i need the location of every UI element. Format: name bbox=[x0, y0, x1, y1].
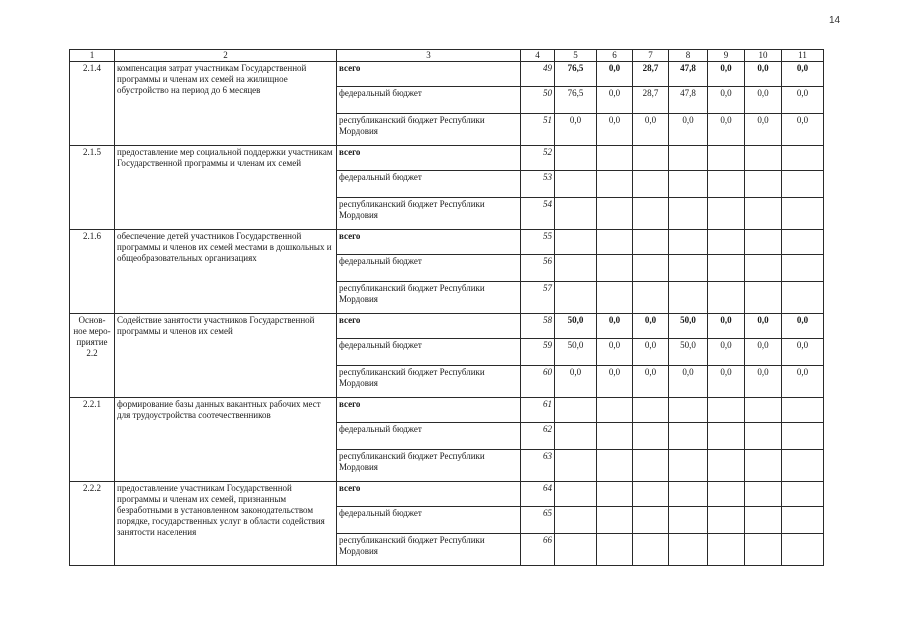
value-cell bbox=[782, 171, 824, 198]
column-header: 2 bbox=[115, 50, 337, 62]
funding-source: федеральный бюджет bbox=[337, 423, 521, 450]
funding-source: всего bbox=[337, 398, 521, 423]
value-cell: 0,0 bbox=[597, 62, 633, 87]
value-cell: 0,0 bbox=[745, 314, 782, 339]
value-cell bbox=[669, 534, 708, 566]
value-cell bbox=[555, 146, 597, 171]
value-cell: 0,0 bbox=[782, 87, 824, 114]
funding-source: республиканский бюджет Республики Мордовия bbox=[337, 366, 521, 398]
value-cell: 0,0 bbox=[708, 62, 745, 87]
value-cell: 47,8 bbox=[669, 62, 708, 87]
value-cell: 50,0 bbox=[555, 314, 597, 339]
column-header: 6 bbox=[597, 50, 633, 62]
value-cell bbox=[782, 423, 824, 450]
value-cell bbox=[597, 482, 633, 507]
budget-table bbox=[69, 49, 824, 566]
column-header: 5 bbox=[555, 50, 597, 62]
row-number: 65 bbox=[521, 507, 555, 534]
value-cell bbox=[669, 230, 708, 255]
value-cell: 0,0 bbox=[597, 314, 633, 339]
value-cell bbox=[597, 146, 633, 171]
value-cell bbox=[555, 198, 597, 230]
value-cell bbox=[555, 398, 597, 423]
value-cell bbox=[745, 507, 782, 534]
row-number: 52 bbox=[521, 146, 555, 171]
value-cell: 50,0 bbox=[669, 339, 708, 366]
value-cell bbox=[669, 450, 708, 482]
value-cell bbox=[597, 534, 633, 566]
value-cell bbox=[633, 450, 669, 482]
table-row bbox=[70, 398, 824, 423]
value-cell: 0,0 bbox=[633, 339, 669, 366]
funding-source: республиканский бюджет Республики Мордовия bbox=[337, 282, 521, 314]
funding-source: республиканский бюджет Республики Мордовия bbox=[337, 534, 521, 566]
value-cell: 0,0 bbox=[782, 314, 824, 339]
funding-source: всего bbox=[337, 314, 521, 339]
value-cell bbox=[708, 282, 745, 314]
item-title: Содействие занятости участников Государственной программы и членов их семей bbox=[115, 314, 337, 398]
value-cell bbox=[597, 282, 633, 314]
table-row bbox=[70, 62, 824, 87]
value-cell: 0,0 bbox=[782, 62, 824, 87]
funding-source: всего bbox=[337, 146, 521, 171]
value-cell bbox=[633, 423, 669, 450]
value-cell bbox=[555, 507, 597, 534]
value-cell bbox=[745, 282, 782, 314]
funding-source: федеральный бюджет bbox=[337, 171, 521, 198]
value-cell bbox=[597, 230, 633, 255]
value-cell bbox=[633, 146, 669, 171]
value-cell bbox=[708, 230, 745, 255]
value-cell bbox=[597, 198, 633, 230]
value-cell bbox=[782, 146, 824, 171]
row-number: 56 bbox=[521, 255, 555, 282]
table-row bbox=[70, 482, 824, 507]
value-cell bbox=[669, 507, 708, 534]
value-cell bbox=[745, 482, 782, 507]
item-code: Основ-ное меро-приятие 2.2 bbox=[70, 314, 115, 398]
value-cell bbox=[633, 534, 669, 566]
value-cell: 50,0 bbox=[669, 314, 708, 339]
value-cell bbox=[745, 146, 782, 171]
value-cell: 0,0 bbox=[745, 114, 782, 146]
value-cell bbox=[782, 534, 824, 566]
value-cell: 50,0 bbox=[555, 339, 597, 366]
value-cell bbox=[669, 282, 708, 314]
item-title: предоставление мер социальной поддержки участникам Государственной программы и членам их семей bbox=[115, 146, 337, 230]
row-number: 64 bbox=[521, 482, 555, 507]
row-number: 61 bbox=[521, 398, 555, 423]
value-cell bbox=[745, 450, 782, 482]
row-number: 63 bbox=[521, 450, 555, 482]
value-cell bbox=[708, 146, 745, 171]
value-cell: 28,7 bbox=[633, 62, 669, 87]
value-cell bbox=[669, 146, 708, 171]
funding-source: федеральный бюджет bbox=[337, 339, 521, 366]
value-cell: 0,0 bbox=[745, 339, 782, 366]
value-cell: 0,0 bbox=[782, 114, 824, 146]
value-cell bbox=[782, 255, 824, 282]
value-cell bbox=[597, 450, 633, 482]
value-cell bbox=[555, 534, 597, 566]
value-cell: 0,0 bbox=[597, 114, 633, 146]
value-cell: 0,0 bbox=[597, 339, 633, 366]
value-cell: 0,0 bbox=[782, 366, 824, 398]
item-code: 2.1.5 bbox=[70, 146, 115, 230]
value-cell: 76,5 bbox=[555, 62, 597, 87]
row-number: 55 bbox=[521, 230, 555, 255]
value-cell: 0,0 bbox=[555, 366, 597, 398]
value-cell: 0,0 bbox=[597, 366, 633, 398]
item-code: 2.2.2 bbox=[70, 482, 115, 566]
value-cell bbox=[669, 398, 708, 423]
value-cell: 0,0 bbox=[633, 366, 669, 398]
column-header: 1 bbox=[70, 50, 115, 62]
value-cell bbox=[745, 423, 782, 450]
header-row bbox=[70, 50, 824, 62]
value-cell bbox=[782, 282, 824, 314]
value-cell bbox=[669, 171, 708, 198]
value-cell bbox=[782, 230, 824, 255]
row-number: 57 bbox=[521, 282, 555, 314]
row-number: 53 bbox=[521, 171, 555, 198]
value-cell bbox=[669, 198, 708, 230]
item-title: формирование базы данных вакантных рабочих мест для трудоустройства соотечественников bbox=[115, 398, 337, 482]
value-cell: 0,0 bbox=[633, 114, 669, 146]
funding-source: всего bbox=[337, 230, 521, 255]
column-header: 11 bbox=[782, 50, 824, 62]
value-cell bbox=[597, 423, 633, 450]
value-cell: 0,0 bbox=[745, 87, 782, 114]
value-cell bbox=[708, 171, 745, 198]
value-cell bbox=[745, 198, 782, 230]
value-cell bbox=[555, 423, 597, 450]
value-cell: 0,0 bbox=[745, 366, 782, 398]
column-header: 4 bbox=[521, 50, 555, 62]
page-number: 14 bbox=[829, 15, 841, 26]
value-cell bbox=[708, 450, 745, 482]
value-cell bbox=[745, 230, 782, 255]
value-cell bbox=[597, 171, 633, 198]
value-cell bbox=[555, 255, 597, 282]
value-cell bbox=[708, 398, 745, 423]
funding-source: республиканский бюджет Республики Мордовия bbox=[337, 450, 521, 482]
item-title: обеспечение детей участников Государственной программы и членов их семей местами в дошкольных и общеобразовательных организациях bbox=[115, 230, 337, 314]
value-cell: 76,5 bbox=[555, 87, 597, 114]
funding-source: всего bbox=[337, 62, 521, 87]
row-number: 54 bbox=[521, 198, 555, 230]
value-cell bbox=[597, 398, 633, 423]
funding-source: федеральный бюджет bbox=[337, 507, 521, 534]
table-row bbox=[70, 146, 824, 171]
column-header: 9 bbox=[708, 50, 745, 62]
value-cell: 0,0 bbox=[708, 87, 745, 114]
value-cell bbox=[708, 198, 745, 230]
funding-source: республиканский бюджет Республики Мордовия bbox=[337, 198, 521, 230]
value-cell bbox=[633, 198, 669, 230]
value-cell bbox=[633, 507, 669, 534]
funding-source: федеральный бюджет bbox=[337, 87, 521, 114]
value-cell: 0,0 bbox=[633, 314, 669, 339]
table-row bbox=[70, 314, 824, 339]
value-cell bbox=[745, 534, 782, 566]
item-code: 2.1.6 bbox=[70, 230, 115, 314]
item-title: предоставление участникам Государственной программы и членам их семей, признанным безработными в установленном законодательством порядке, государственных услуг в области содействия занятости населения bbox=[115, 482, 337, 566]
value-cell bbox=[633, 230, 669, 255]
value-cell bbox=[597, 507, 633, 534]
column-header: 3 bbox=[337, 50, 521, 62]
column-header: 7 bbox=[633, 50, 669, 62]
funding-source: всего bbox=[337, 482, 521, 507]
value-cell bbox=[633, 282, 669, 314]
value-cell: 0,0 bbox=[555, 114, 597, 146]
value-cell bbox=[782, 398, 824, 423]
value-cell: 0,0 bbox=[708, 114, 745, 146]
value-cell bbox=[708, 255, 745, 282]
value-cell: 0,0 bbox=[782, 339, 824, 366]
value-cell bbox=[782, 198, 824, 230]
value-cell: 0,0 bbox=[708, 366, 745, 398]
value-cell bbox=[555, 450, 597, 482]
value-cell bbox=[555, 171, 597, 198]
value-cell: 0,0 bbox=[597, 87, 633, 114]
value-cell bbox=[633, 482, 669, 507]
row-number: 60 bbox=[521, 366, 555, 398]
value-cell bbox=[633, 398, 669, 423]
value-cell bbox=[708, 507, 745, 534]
value-cell: 0,0 bbox=[745, 62, 782, 87]
value-cell bbox=[708, 534, 745, 566]
row-number: 59 bbox=[521, 339, 555, 366]
row-number: 49 bbox=[521, 62, 555, 87]
value-cell: 0,0 bbox=[669, 114, 708, 146]
value-cell bbox=[555, 282, 597, 314]
value-cell: 0,0 bbox=[669, 366, 708, 398]
value-cell bbox=[745, 171, 782, 198]
value-cell bbox=[669, 255, 708, 282]
value-cell: 47,8 bbox=[669, 87, 708, 114]
funding-source: федеральный бюджет bbox=[337, 255, 521, 282]
column-header: 8 bbox=[669, 50, 708, 62]
value-cell bbox=[708, 423, 745, 450]
value-cell bbox=[633, 255, 669, 282]
value-cell bbox=[745, 398, 782, 423]
item-code: 2.1.4 bbox=[70, 62, 115, 146]
row-number: 51 bbox=[521, 114, 555, 146]
item-code: 2.2.1 bbox=[70, 398, 115, 482]
column-header: 10 bbox=[745, 50, 782, 62]
value-cell: 28,7 bbox=[633, 87, 669, 114]
value-cell bbox=[669, 482, 708, 507]
row-number: 62 bbox=[521, 423, 555, 450]
value-cell bbox=[555, 230, 597, 255]
value-cell bbox=[708, 482, 745, 507]
value-cell bbox=[745, 255, 782, 282]
value-cell: 0,0 bbox=[708, 314, 745, 339]
value-cell: 0,0 bbox=[708, 339, 745, 366]
row-number: 66 bbox=[521, 534, 555, 566]
row-number: 50 bbox=[521, 87, 555, 114]
value-cell bbox=[782, 482, 824, 507]
value-cell bbox=[555, 482, 597, 507]
value-cell bbox=[633, 171, 669, 198]
table-row bbox=[70, 230, 824, 255]
row-number: 58 bbox=[521, 314, 555, 339]
item-title: компенсация затрат участникам Государственной программы и членам их семей на жилищное обустройство на период до 6 месяцев bbox=[115, 62, 337, 146]
value-cell bbox=[597, 255, 633, 282]
value-cell bbox=[782, 507, 824, 534]
value-cell bbox=[782, 450, 824, 482]
value-cell bbox=[669, 423, 708, 450]
funding-source: республиканский бюджет Республики Мордовия bbox=[337, 114, 521, 146]
